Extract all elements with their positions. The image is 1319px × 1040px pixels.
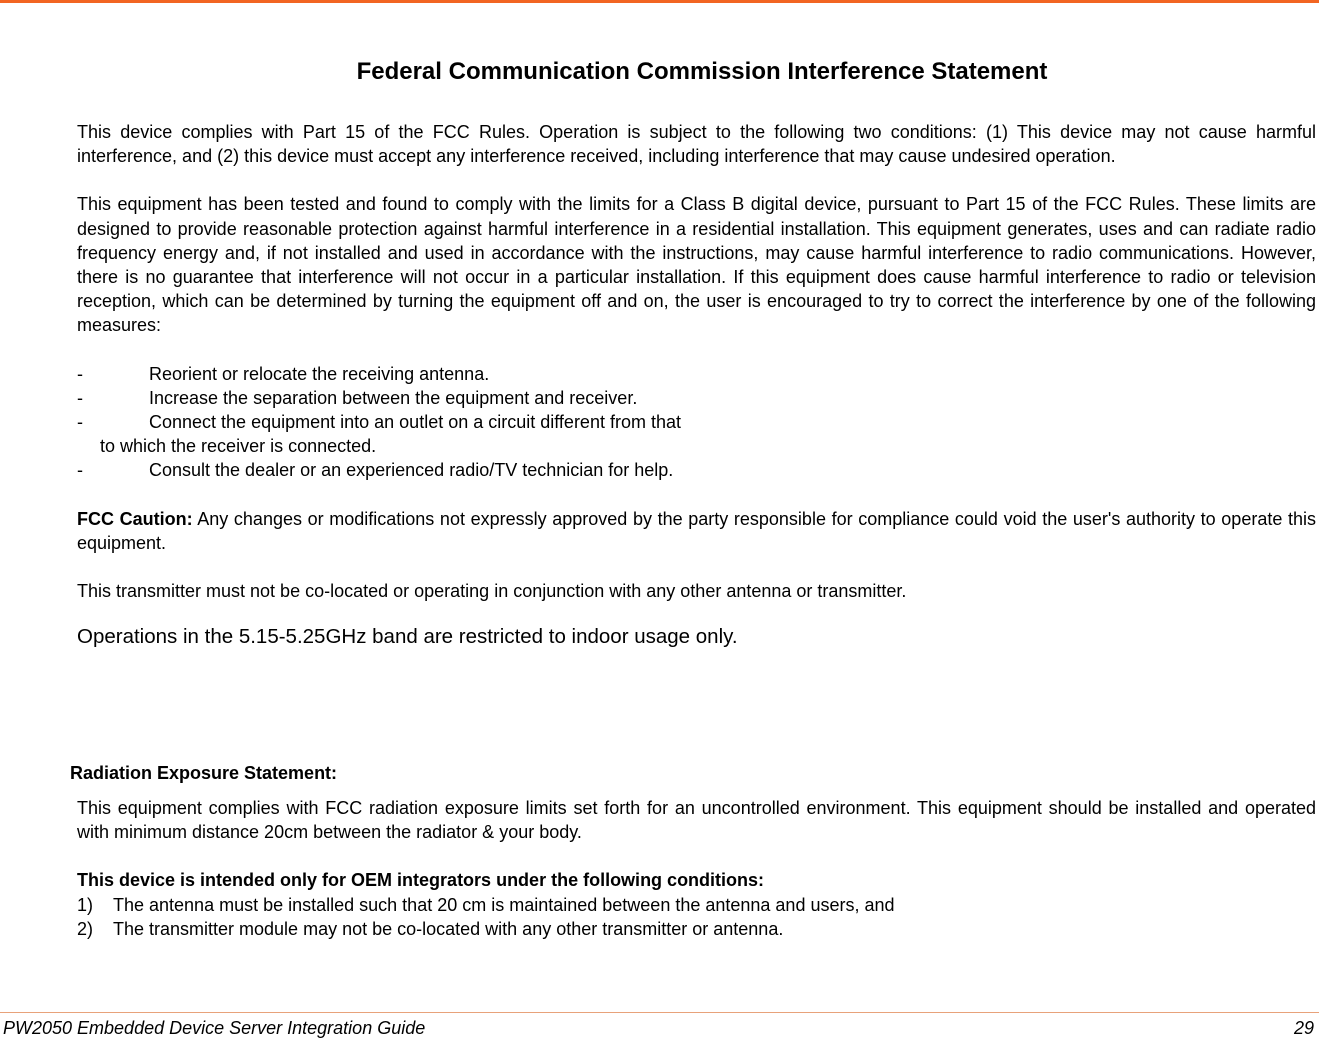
list-item-text: The transmitter module may not be co-located with any other transmitter or antenna. [113,918,784,939]
list-item-continuation: to which the receiver is connected. [100,436,377,457]
list-item-text: Connect the equipment into an outlet on a circuit different from that [149,412,681,433]
page-title: Federal Communication Commission Interference Statement [356,58,1048,85]
indoor-usage-statement: Operations in the 5.15-5.25GHz band are restricted to indoor usage only. [77,625,738,649]
list-item [77,893,1316,917]
list-item [77,362,1316,386]
footer-doc-title: PW2050 Embedded Device Server Integration Guide [3,1018,426,1038]
list-item-text: Increase the separation between the equipment and receiver. [149,387,638,408]
footer-rule [0,1012,1319,1013]
oem-heading: This device is intended only for OEM integrators under the following conditions: [77,870,765,891]
list-dash: - [77,412,83,433]
measures-list [77,362,1316,483]
list-item [77,458,1316,482]
list-item [77,410,1316,434]
fcc-caution-text: Any changes or modifications not expressly approved by the party responsible for compliance could void the user's authority to operate this equipment. [77,508,1316,553]
fcc-caution-paragraph [77,507,1316,555]
footer-page-number: 29 [1293,1018,1314,1038]
list-item-text: Consult the dealer or an experienced radio/TV technician for help. [149,460,674,481]
list-item-text: The antenna must be installed such that 20 cm is maintained between the antenna and users, and [113,894,895,915]
main-content [77,120,1316,651]
compliance-paragraph: This device complies with Part 15 of the FCC Rules. Operation is subject to the following two conditions: (1) This device may not cause harmful interference, and (2) this device must accept any interference received, including interference that may cause undesired operation. [77,122,1316,167]
lower-content [77,796,1316,941]
list-dash: - [77,363,83,384]
list-dash: - [77,387,83,408]
fcc-caution-label: FCC Caution: [77,508,193,529]
list-number: 2) [77,918,94,939]
colocation-paragraph: This transmitter must not be co-located or operating in conjunction with any other antenna or transmitter. [77,581,907,602]
list-item [77,386,1316,410]
list-item-text: Reorient or relocate the receiving antenna. [149,363,490,384]
radiation-paragraph: This equipment complies with FCC radiation exposure limits set forth for an uncontrolled environment. This equipment should be installed and operated with minimum distance 20cm between the radiator & your body. [77,798,1316,843]
class-b-paragraph: This equipment has been tested and found to comply with the limits for a Class B digital device, pursuant to Part 15 of the FCC Rules. These limits are designed to provide reasonable protection against harmful interference in a residential installation. This equipment generates, uses and can radiate radio frequency energy and, if not installed and used in accordance with the instructions, may cause harmful interference to radio communications. However, there is no guarantee that interference will not occur in a particular installation. If this equipment does cause harmful interference to radio or television reception, which can be determined by turning the equipment off and on, the user is encouraged to try to correct the interference by one of the following measures: [77,194,1316,336]
top-rule [0,0,1319,3]
list-item [77,917,1316,941]
radiation-heading: Radiation Exposure Statement: [70,763,338,783]
list-dash: - [77,460,83,481]
list-number: 1) [77,894,94,915]
